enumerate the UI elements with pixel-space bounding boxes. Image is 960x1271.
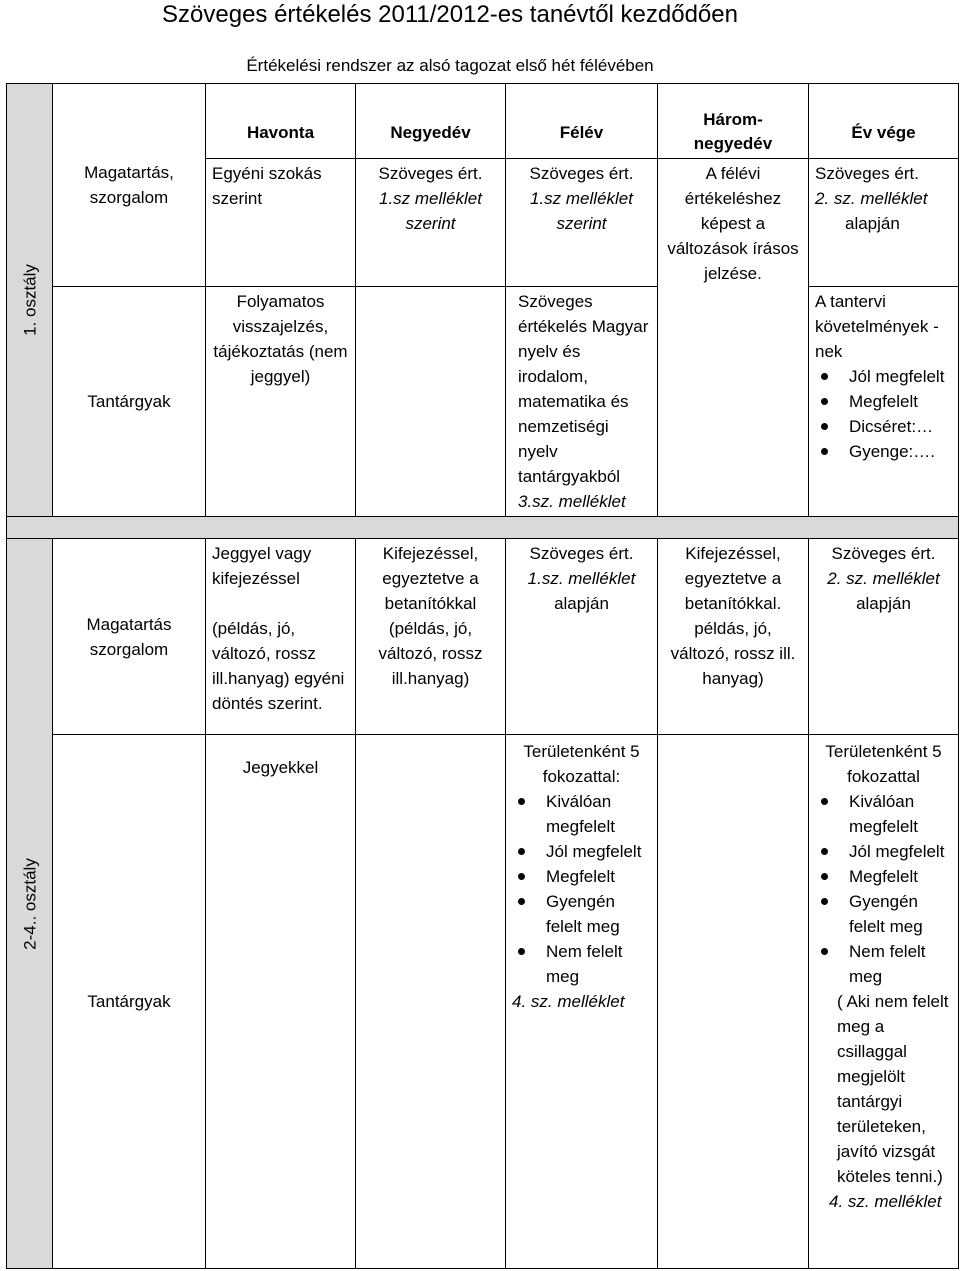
grade1-behaviour-negyedev: Szöveges ért. 1.sz melléklet szerint xyxy=(356,159,506,287)
grade24-subjects-felev: Területenként 5 fokozattal: Kiválóan megfelelt Jól megfelelt Megfelelt Gyengén felelt meg Nem felelt meg 4. sz. melléklet xyxy=(506,735,658,1269)
grade1-behaviour-havonta: Egyéni szokás szerint xyxy=(206,159,356,287)
list-item: Megfelelt xyxy=(815,864,952,889)
grade24-category-subjects: Tantárgyak xyxy=(53,735,206,1269)
grade1-subjects-havonta: Folyamatos visszajelzés, tájékoztatás (nem jeggyel) xyxy=(206,287,356,517)
grade1-behaviour-felev: Szöveges ért. 1.sz melléklet szerint xyxy=(506,159,658,287)
grade1-subjects-negyedev xyxy=(356,287,506,517)
header-haromnegyedev: Három- negyedév xyxy=(658,84,809,159)
list-item: Nem felelt meg xyxy=(815,939,952,989)
grade24-behaviour-haromnegyedev: Kifejezéssel, egyeztetve a betanítókkal. példás, jó, változó, rossz ill. hanyag) xyxy=(658,539,809,735)
grade1-category-behaviour: Magatartás, szorgalom xyxy=(53,84,206,287)
header-felev: Félév xyxy=(506,84,658,159)
list-item: Jól megfelelt xyxy=(815,364,952,389)
grade1-category-subjects: Tantárgyak xyxy=(53,287,206,517)
grade24-behaviour-negyedev: Kifejezéssel, egyeztetve a betanítókkal (példás, jó, változó, rossz ill.hanyag) xyxy=(356,539,506,735)
list-item: Gyengén felelt meg xyxy=(815,889,952,939)
grade24-behaviour-evvege: Szöveges ért. 2. sz. melléklet alapján xyxy=(809,539,959,735)
list-item: Nem felelt meg xyxy=(512,939,651,989)
grade24-behaviour-felev: Szöveges ért. 1.sz. melléklet alapján xyxy=(506,539,658,735)
document-subtitle: Értékelési rendszer az alsó tagozat első hét félévében xyxy=(246,56,654,75)
list-item: Kiválóan megfelelt xyxy=(512,789,651,839)
grade24-category-behaviour: Magatartás szorgalom xyxy=(53,539,206,735)
list-item: Megfelelt xyxy=(815,389,952,414)
grade1-haromnegyedev: A félévi értékeléshez képest a változások írásos jelzése. xyxy=(658,159,809,517)
list-item: Dicséret:… xyxy=(815,414,952,439)
grade1-label: 1. osztály xyxy=(7,84,53,517)
list-item: Megfelelt xyxy=(512,864,651,889)
list-item: Kiválóan megfelelt xyxy=(815,789,952,839)
document-title: Szöveges értékelés 2011/2012-es tanévtől kezdődően xyxy=(162,1,738,28)
grade1-behaviour-evvege: Szöveges ért. 2. sz. melléklet alapján xyxy=(809,159,959,287)
list-item: Gyenge:…. xyxy=(815,439,952,464)
list-item: Gyengén felelt meg xyxy=(512,889,651,939)
grade24-label: 2-4.. osztály xyxy=(7,539,53,1269)
grade1-subjects-evvege: A tantervi követelmények -nek Jól megfelelt Megfelelt Dicséret:… Gyenge:…. xyxy=(809,287,959,517)
evaluation-table xyxy=(6,83,959,1269)
grade24-subjects-negyedev xyxy=(356,735,506,1269)
header-negyedev: Negyedév xyxy=(356,84,506,159)
grade24-behaviour-havonta: Jeggyel vagy kifejezéssel (példás, jó, változó, rossz ill.hanyag) egyéni döntés szerint. xyxy=(206,539,356,735)
grade24-subjects-evvege: Területenként 5 fokozattal Kiválóan megfelelt Jól megfelelt Megfelelt Gyengén felelt meg Nem felelt meg ( Aki nem felelt meg a csillaggal megjelölt tantárgyi területeken, javító vizsgát köteles tenni.) 4. sz. melléklet xyxy=(809,735,959,1269)
list-item: Jól megfelelt xyxy=(512,839,651,864)
header-evvege: Év vége xyxy=(809,84,959,159)
list-item: Jól megfelelt xyxy=(815,839,952,864)
header-havonta: Havonta xyxy=(206,84,356,159)
grade24-subjects-havonta: Jegyekkel xyxy=(206,735,356,1269)
row-separator xyxy=(7,517,959,539)
grade24-subjects-haromnegyedev xyxy=(658,735,809,1269)
grade1-subjects-felev: Szöveges értékelés Magyar nyelv és irodalom, matematika és nemzetiségi nyelv tantárgyakból 3.sz. melléklet xyxy=(506,287,658,517)
